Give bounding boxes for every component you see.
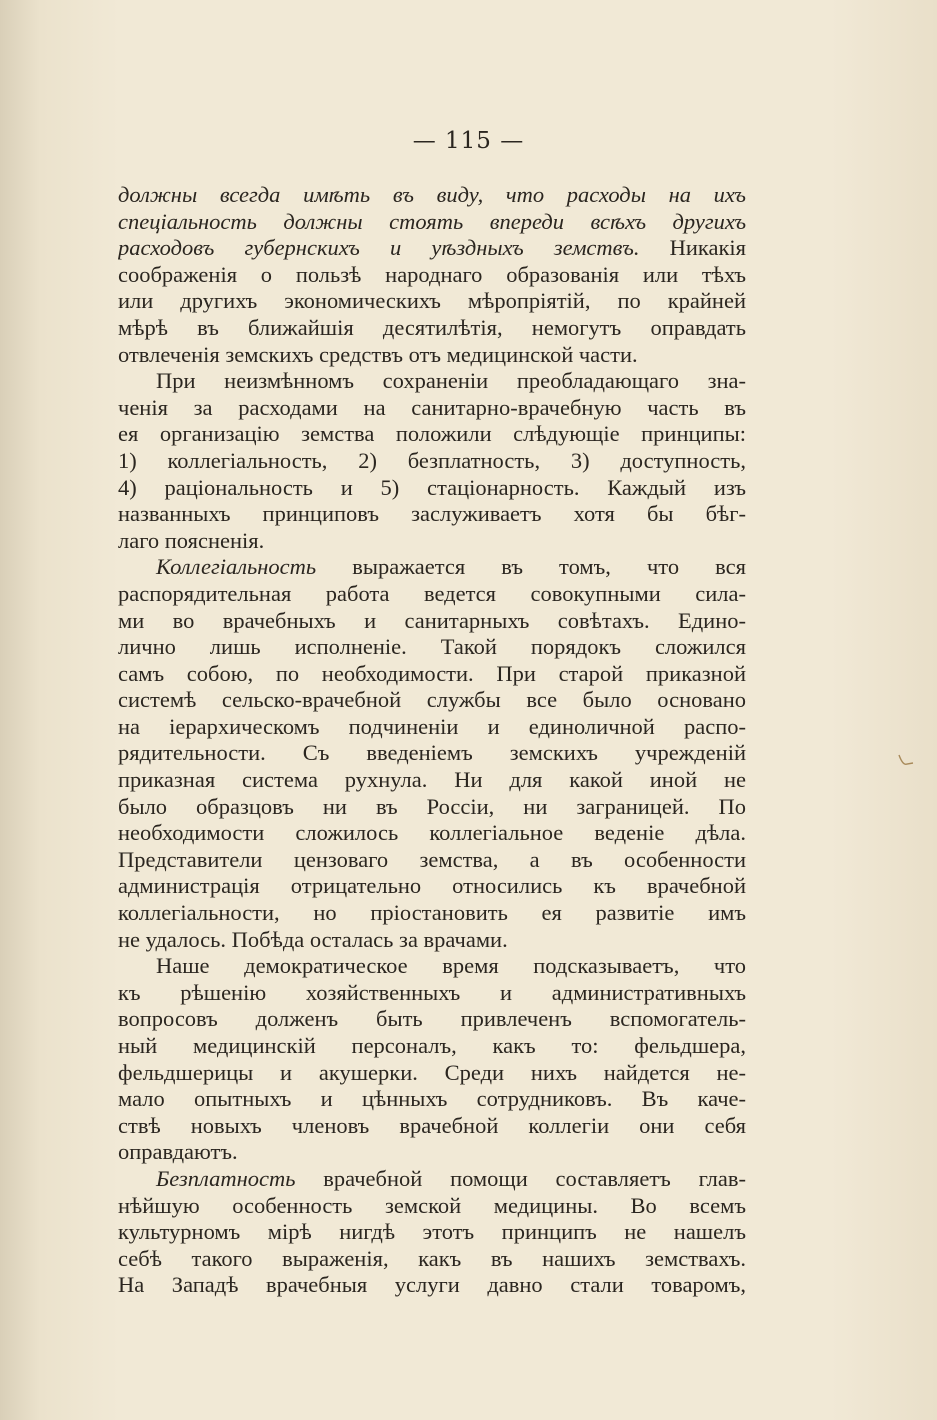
text-line (118, 1219, 746, 1246)
text-line (118, 1166, 746, 1193)
text-segment: самъ собою, по необходимости. При старой приказной (118, 660, 746, 686)
text-segment: на іерархическомъ подчиненіи и единоличной распо- (118, 713, 746, 739)
text-line (118, 820, 746, 847)
text-line (118, 1193, 746, 1220)
text-segment: лаго поясненія. (118, 527, 265, 553)
text-segment: мало опытныхъ и цѣнныхъ сотрудниковъ. Въ каче- (118, 1086, 746, 1112)
text-segment: Наше демократическое время подсказываетъ, что (156, 953, 746, 979)
text-line (118, 900, 746, 927)
text-segment: лично лишь исполненіе. Такой порядокъ сложился (118, 634, 746, 660)
text-segment: коллегіальности, но пріостановить ея развитіе имъ (118, 900, 746, 926)
margin-mark (897, 752, 915, 768)
text-line (118, 1272, 746, 1299)
text-line (118, 182, 746, 209)
text-segment: было образцовъ ни въ Россіи, ни заграницей. По (118, 793, 746, 819)
text-segment: системѣ сельско-врачебной службы все было основано (118, 687, 746, 713)
text-segment: администрація отрицательно относились къ врачебной (118, 873, 746, 899)
text-line (118, 368, 746, 395)
italic-segment: расходовъ губернскихъ и уѣздныхъ земствъ. (118, 235, 640, 261)
text-segment: названныхъ принциповъ заслуживаетъ хотя бы бѣг- (118, 501, 746, 527)
text-line (118, 421, 746, 448)
text-line (118, 634, 746, 661)
text-line (118, 528, 746, 555)
text-segment: распорядительная работа ведется совокупными сила- (118, 580, 746, 606)
text-line (118, 475, 746, 502)
text-segment: ми во врачебныхъ и санитарныхъ совѣтахъ. Едино- (118, 607, 746, 633)
text-segment: 1) коллегіальность, 2) безплатность, 3) доступность, (118, 447, 746, 473)
text-line (118, 581, 746, 608)
text-line (118, 661, 746, 688)
text-segment: себѣ такого выраженія, какъ въ нашихъ земствахъ. (118, 1245, 746, 1271)
text-line (118, 1006, 746, 1033)
text-line (118, 847, 746, 874)
text-line (118, 1139, 746, 1166)
text-segment: къ рѣшенію хозяйственныхъ и административныхъ (118, 979, 746, 1005)
text-line (118, 953, 746, 980)
text-line (118, 1060, 746, 1087)
text-segment: необходимости сложилось коллегіальное веденіе дѣла. (118, 820, 746, 846)
text-segment: На Западѣ врачебныя услуги давно стали товаромъ, (118, 1272, 746, 1298)
text-line (118, 608, 746, 635)
text-segment: приказная система рухнула. Ни для какой иной не (118, 767, 746, 793)
text-segment: культурномъ мірѣ нигдѣ этотъ принципъ не нашелъ (118, 1219, 746, 1245)
text-segment: ченія за расходами на санитарно-врачебную часть въ (118, 394, 746, 420)
text-line (118, 714, 746, 741)
italic-segment: должны всегда имѣть въ виду, что расходы на ихъ (118, 182, 746, 207)
text-line (118, 342, 746, 369)
text-line (118, 288, 746, 315)
text-segment: врачебной помощи составляетъ глав- (295, 1165, 746, 1191)
text-segment: или другихъ экономическихъ мѣропріятій, по крайней (118, 288, 746, 314)
text-segment: отвлеченія земскихъ средствъ отъ медицинской части. (118, 341, 638, 367)
text-line (118, 980, 746, 1007)
text-line (118, 767, 746, 794)
text-segment: выражается въ томъ, что вся (316, 554, 746, 580)
text-line (118, 395, 746, 422)
text-line (118, 209, 746, 236)
text-line (118, 1086, 746, 1113)
text-segment: фельдшерицы и акушерки. Среди нихъ найдется не- (118, 1059, 746, 1085)
text-line (118, 794, 746, 821)
text-line (118, 873, 746, 900)
italic-segment: Коллегіальность (156, 554, 317, 580)
text-line (118, 927, 746, 954)
text-line (118, 1113, 746, 1140)
text-segment: оправдаютъ. (118, 1139, 238, 1165)
italic-segment: Безплатность (156, 1165, 296, 1191)
text-line (118, 315, 746, 342)
text-line (118, 501, 746, 528)
text-segment: При неизмѣнномъ сохраненіи преобладающаго зна- (156, 368, 746, 394)
text-line (118, 740, 746, 767)
italic-segment: спеціальность должны стоять впереди всѣхъ другихъ (118, 208, 746, 234)
text-segment: не удалось. Побѣда осталась за врачами. (118, 926, 508, 952)
text-line (118, 554, 746, 581)
text-line (118, 1246, 746, 1273)
page-number: — 115 — (412, 128, 525, 154)
text-segment: 4) раціональность и 5) стаціонарность. Каждый изъ (118, 474, 746, 500)
text-segment: мѣрѣ въ ближайшія десятилѣтія, немогутъ оправдать (118, 314, 746, 340)
text-segment: ея организацію земства положили слѣдующіе принципы: (118, 421, 746, 447)
text-segment: ствѣ новыхъ членовъ врачебной коллегіи они себя (118, 1112, 746, 1138)
text-segment: рядительности. Съ введеніемъ земскихъ учрежденій (118, 740, 746, 766)
text-segment: Никакія (639, 235, 746, 261)
text-line (118, 687, 746, 714)
text-segment: нѣйшую особенность земской медицины. Во всемъ (118, 1192, 746, 1218)
text-segment: соображенія о пользѣ народнаго образованія или тѣхъ (118, 261, 746, 287)
text-segment: вопросовъ долженъ быть привлеченъ вспомогатель- (118, 1006, 746, 1032)
text-segment: Представители цензоваго земства, а въ особенности (118, 846, 746, 872)
text-segment: ный медицинскій персоналъ, какъ то: фельдшера, (118, 1033, 746, 1058)
text-line (118, 1033, 746, 1060)
text-line (118, 235, 746, 262)
body-text (118, 182, 746, 1299)
text-line (118, 448, 746, 475)
text-line (118, 262, 746, 289)
